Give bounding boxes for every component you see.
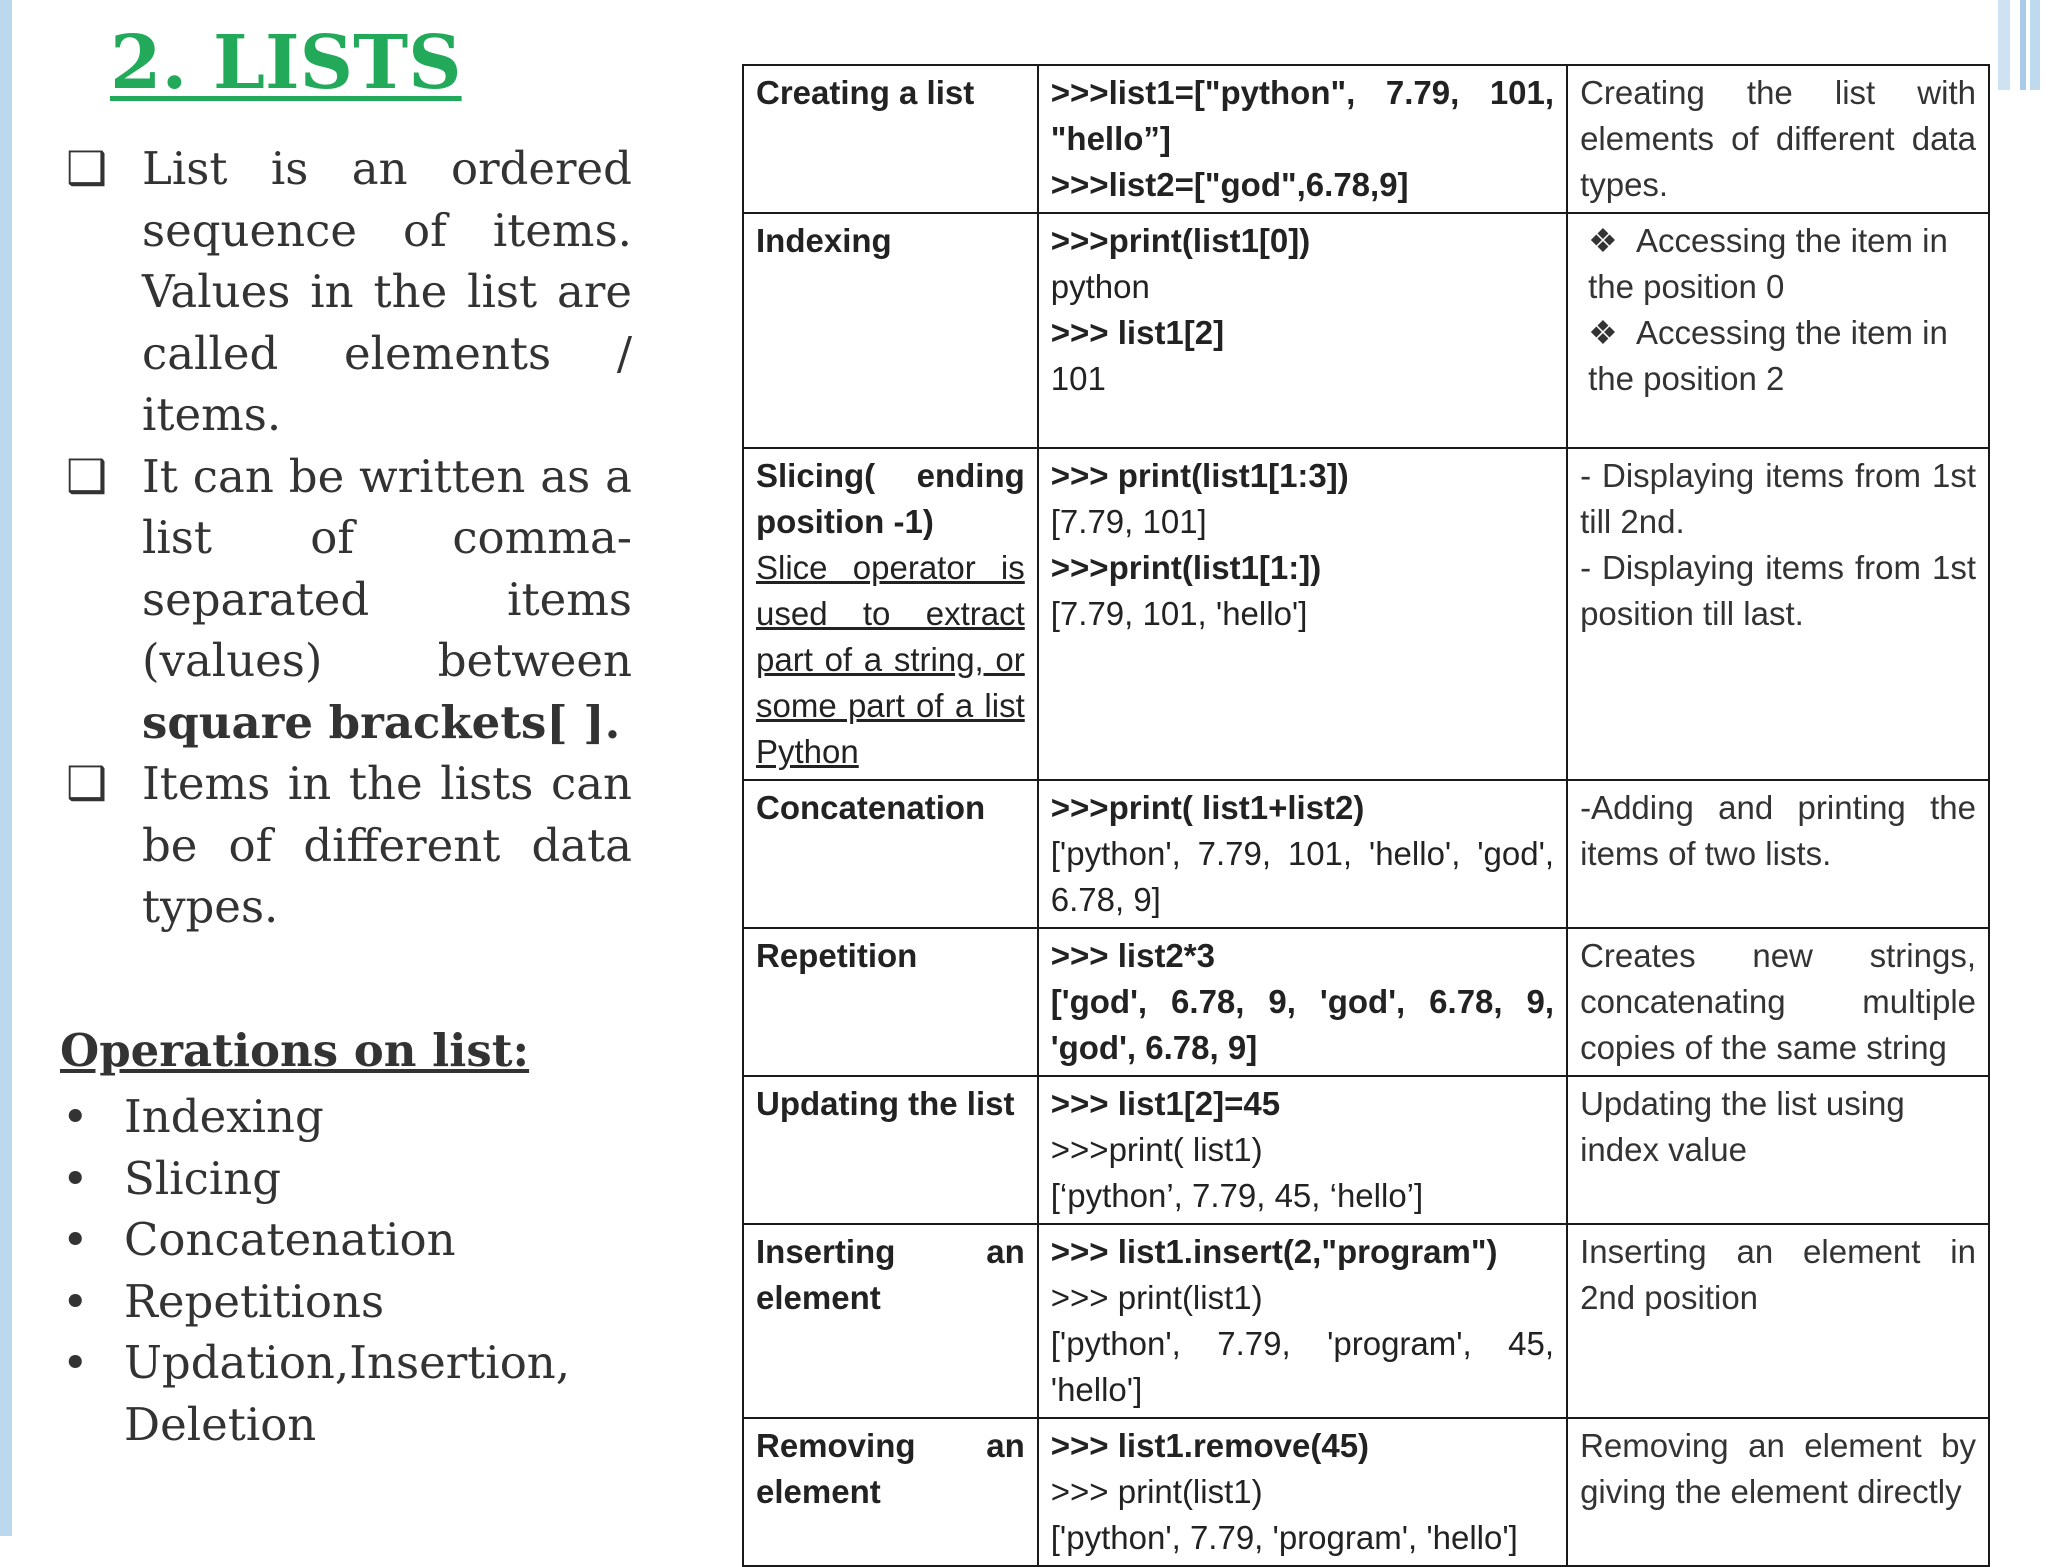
operation-cell: Updating the list xyxy=(743,1076,1038,1224)
list-item: ❖ Accessing the item in the position 2 xyxy=(1588,314,1948,397)
list-item: • Indexing xyxy=(60,1086,620,1148)
intro-text: It can be written as a list of comma-separated items (values) between xyxy=(142,449,632,687)
code-cell: >>>list1=["python", 7.79, 101, "hello”] >>>list2=["god",6.78,9] xyxy=(1038,65,1567,213)
bullet-dot-icon: • xyxy=(62,1336,89,1389)
checkbox-bullet-icon: ❑ xyxy=(66,756,108,810)
intro-bullet xyxy=(62,446,632,754)
code-cell: >>>print( list1+list2) ['python', 7.79, 101, 'hello', 'god', 6.78, 9] xyxy=(1038,780,1567,928)
list-item: • Concatenation xyxy=(60,1209,620,1271)
operation-cell: Concatenation xyxy=(743,780,1038,928)
table-row xyxy=(743,1418,1989,1566)
corner-decoration xyxy=(2020,0,2026,90)
intro-bullet-list xyxy=(62,138,632,938)
description-cell: Removing an element by giving the element directly xyxy=(1567,1418,1989,1566)
intro-text: List is an ordered sequence of items. Values in the list are called elements / items. xyxy=(142,142,632,441)
operation-cell: Creating a list xyxy=(743,65,1038,213)
operation-cell: Indexing xyxy=(743,213,1038,448)
operation-cell: Removing an element xyxy=(743,1418,1038,1566)
description-cell: - Displaying items from 1st till 2nd. - Displaying items from 1st position till last. xyxy=(1567,448,1989,780)
list-operations-table xyxy=(742,64,1990,1567)
description-cell: Creates new strings, concatenating multiple copies of the same string xyxy=(1567,928,1989,1076)
code-cell: >>>print(list1[0]) python >>> list1[2] 101 xyxy=(1038,213,1567,448)
code-cell: >>> list1.remove(45) >>> print(list1) ['python', 7.79, 'program', 'hello'] xyxy=(1038,1418,1567,1566)
corner-decoration xyxy=(2030,0,2040,90)
operations-heading: Operations on list: xyxy=(60,1024,530,1077)
page-title: 2. LISTS xyxy=(110,20,462,106)
bullet-dot-icon: • xyxy=(62,1274,89,1328)
corner-decoration xyxy=(1998,0,2010,90)
diamond-bullet-icon: ❖ xyxy=(1588,222,1618,259)
table-row xyxy=(743,780,1989,928)
code-cell: >>> list1[2]=45 >>>print( list1) [‘python’, 7.79, 45, ‘hello’] xyxy=(1038,1076,1567,1224)
checkbox-bullet-icon: ❑ xyxy=(66,448,108,503)
checkbox-bullet-icon: ❑ xyxy=(66,141,108,195)
code-cell: >>> print(list1[1:3]) [7.79, 101] >>>print(list1[1:]) [7.79, 101, 'hello'] xyxy=(1038,448,1567,780)
table-row xyxy=(743,928,1989,1076)
code-cell: >>> list1.insert(2,"program") >>> print(list1) ['python', 7.79, 'program', 45, 'hello'] xyxy=(1038,1224,1567,1418)
intro-bold-text: square brackets[ ]. xyxy=(142,695,621,749)
diamond-bullet-icon: ❖ xyxy=(1588,314,1618,351)
intro-text: Items in the lists can be of different data types. xyxy=(142,757,632,933)
operations-list xyxy=(60,1086,620,1455)
table-row xyxy=(743,1076,1989,1224)
list-item: • Repetitions xyxy=(60,1271,620,1333)
description-cell: Updating the list using index value xyxy=(1567,1076,1989,1224)
bullet-dot-icon: • xyxy=(62,1090,89,1143)
operation-cell: Inserting an element xyxy=(743,1224,1038,1418)
operation-note: Slice operator is used to extract part of a string, or some part of a list Python xyxy=(756,549,1025,770)
code-cell: >>> list2*3 ['god', 6.78, 9, 'god', 6.78, 9, 'god', 6.78, 9] xyxy=(1038,928,1567,1076)
intro-bullet xyxy=(62,138,632,446)
description-cell: Inserting an element in 2nd position xyxy=(1567,1224,1989,1418)
list-item: • Updation,Insertion, Deletion xyxy=(60,1332,620,1455)
bullet-dot-icon: • xyxy=(62,1213,89,1266)
description-cell xyxy=(1567,213,1989,448)
bullet-dot-icon: • xyxy=(62,1151,89,1205)
list-item: • Slicing xyxy=(60,1148,620,1210)
left-accent-bar xyxy=(0,0,12,1536)
table-row xyxy=(743,213,1989,448)
list-item: ❖ Accessing the item in the position 0 xyxy=(1588,222,1948,305)
table-row xyxy=(743,448,1989,780)
table-row xyxy=(743,65,1989,213)
intro-bullet xyxy=(62,753,632,938)
operation-cell: Repetition xyxy=(743,928,1038,1076)
table-row xyxy=(743,1224,1989,1418)
description-cell: Creating the list with elements of different data types. xyxy=(1567,65,1989,213)
description-cell: -Adding and printing the items of two lists. xyxy=(1567,780,1989,928)
operation-cell: Slicing( ending position -1) Slice operator is used to extract part of a string, or some part of a list Python xyxy=(743,448,1038,780)
